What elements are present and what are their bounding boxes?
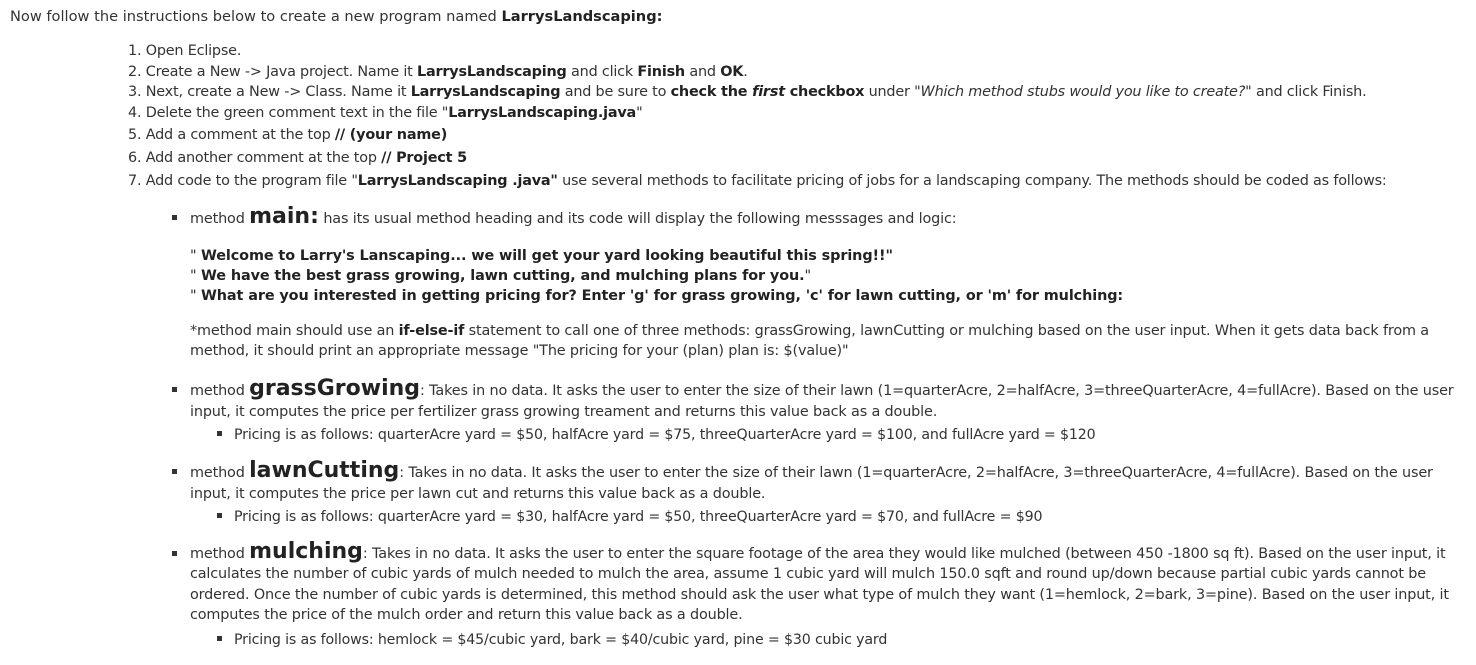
step-2: 2. Create a New -> Java project. Name it LarrysLandscaping and click Finish and OK. <box>128 63 748 80</box>
bullet-icon <box>172 464 177 484</box>
method-mulch-item: method mulching: Takes in no data. It asks the user to enter the square footage of the area they would like mulched (between 450 -1800 sq ft). Based on the user input, it calculates the number of cubic yards of mulch needed to mulch the area, assume 1 cubic yard will mulch 150.0 sqft and round up/down because partial cubic yards cannot be ordered. Once the number of cubic yards is determined, this method should ask the user what type of mulch they want (1=hemlock, 2=bark, 3=pine). Based on the user input, it computes the price of the mulch order and return this value back as a double. <box>172 542 1464 625</box>
method-grass-item: method grassGrowing: Takes in no data. It asks the user to enter the size of their lawn (1=quarterAcre, 2=halfAcre, 3=threeQuarterAcre, 4=fullAcre). Based on the user input, it computes the price per fertilizer grass growing treament and returns this value back as a double. <box>172 378 1464 423</box>
mulch-pricing: Pricing is as follows: hemlock = $45/cubic yard, bark = $40/cubic yard, pine = $30 cubic yard <box>217 630 887 650</box>
step-5: 5. Add a comment at the top // (your name) <box>128 127 448 144</box>
step-7: 7. Add code to the program file "LarrysLandscaping .java" use several methods to facilitate pricing of jobs for a landscaping company. The methods should be coded as follows: <box>128 172 1387 189</box>
bullet-icon <box>217 431 222 436</box>
method-lawn-item: method lawnCutting: Takes in no data. It asks the user to enter the size of their lawn (1=quarterAcre, 2=halfAcre, 3=threeQuarterAcre, 4=fullAcre). Based on the user input, it computes the price per lawn cut and returns this value back as a double. <box>172 460 1464 505</box>
method-name-lawn: lawnCutting <box>249 458 400 483</box>
step-6: 6. Add another comment at the top // Project 5 <box>128 149 467 166</box>
step-4: 4. Delete the green comment text in the file "LarrysLandscaping.java" <box>128 104 643 121</box>
message-line: " Welcome to Larry's Lanscaping... we will get your yard looking beautiful this spring!!" <box>190 248 893 264</box>
step-1: 1. Open Eclipse. <box>128 43 242 59</box>
grass-pricing: Pricing is as follows: quarterAcre yard = $50, halfAcre yard = $75, threeQuarterAcre yard = $100, and fullAcre yard = $120 <box>217 425 1096 445</box>
step-3: 3. Next, create a New -> Class. Name it LarrysLandscaping and be sure to check the first checkbox under "Which method stubs would you like to create?" and click Finish. <box>128 84 1367 101</box>
main-messages <box>190 246 1123 306</box>
lawn-pricing: Pricing is as follows: quarterAcre yard = $30, halfAcre yard = $50, threeQuarterAcre yard = $70, and fullAcre = $90 <box>217 507 1042 527</box>
intro-line <box>10 7 662 27</box>
message-line: " We have the best grass growing, lawn cutting, and mulching plans for you." <box>190 268 812 284</box>
program-name: LarrysLandscaping: <box>501 8 663 25</box>
instruction-steps <box>128 41 1387 191</box>
method-name-mulch: mulching <box>249 539 363 564</box>
method-main-item: method main: has its usual method heading and its code will display the following messsages and logic: <box>172 206 1464 230</box>
message-line: " What are you interested in getting pricing for? Enter 'g' for grass growing, 'c' for lawn cutting, or 'm' for mulching: <box>190 288 1124 304</box>
method-name-grass: grassGrowing <box>249 376 421 401</box>
method-name-main: main: <box>249 204 319 229</box>
bullet-icon <box>172 382 177 402</box>
bullet-icon <box>217 513 222 518</box>
intro-text: Now follow the instructions below to create a new program named <box>10 8 502 25</box>
main-note: *method main should use an if-else-if statement to call one of three methods: grassGrowing, lawnCutting or mulching based on the user input. When it gets data back from a method, it should print an appropriate message "The pricing for your (plan) plan is: $(value)" <box>190 323 1429 359</box>
bullet-icon <box>172 546 177 566</box>
bullet-icon <box>217 636 222 641</box>
bullet-icon <box>172 210 177 230</box>
